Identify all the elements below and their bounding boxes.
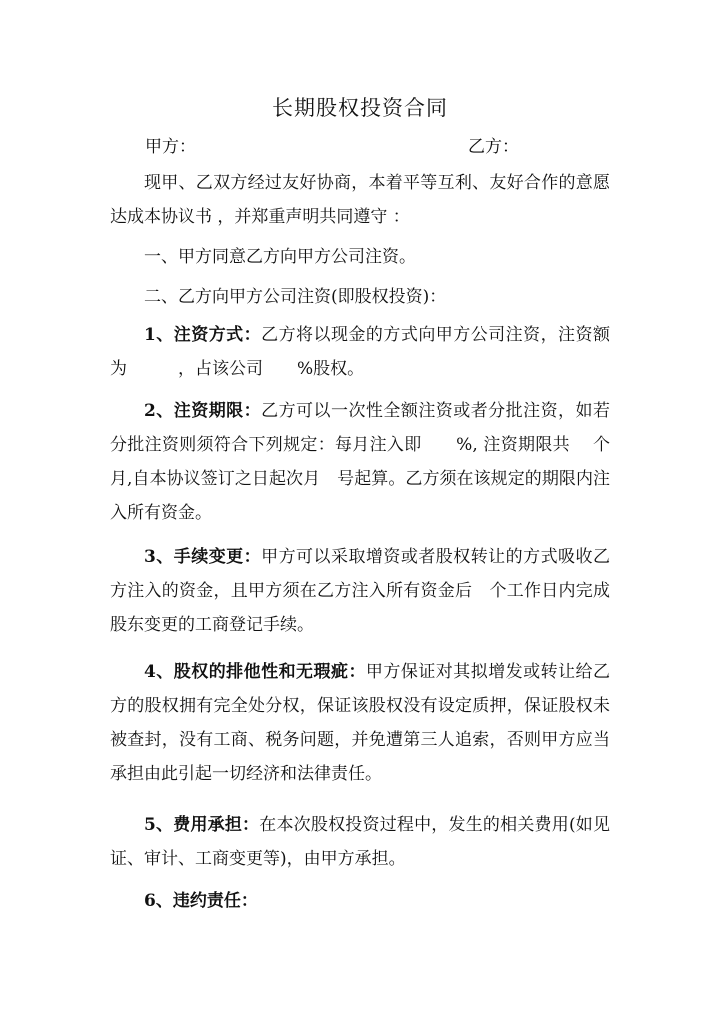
- item-text: 乙方可以一次性全额注资或者分批注资，如若分批注资则须符合下列规定：每月注入即 %, 注资期限共 个月,自本协议签订之日起次月 号起算。乙方须在该规定的期限内注入所有资金。: [110, 401, 610, 523]
- party-b-label: 乙方：: [468, 137, 519, 157]
- item-heading: 4、股权的排他性和无瑕疵：: [144, 662, 366, 682]
- item-heading: 2、注资期限：: [144, 401, 262, 421]
- item-text: 甲方保证对其拟增发或转让给乙方的股权拥有完全处分权，保证该股权没有设定质押，保证股权未被查封，没有工商、税务问题，并免遭第三人追索，否则甲方应当承担由此引起一切经济和法律责任。: [110, 662, 611, 784]
- item-cost-bearing: [110, 808, 610, 876]
- intro-paragraph: 现甲、乙双方经过友好协商，本着平等互利、友好合作的意愿达成本协议书 ，并郑重声明共同遵守 ：: [110, 173, 610, 227]
- clause-2: 二、乙方向甲方公司注资(即股权投资)：: [144, 287, 447, 307]
- item-heading: 6、违约责任：: [144, 891, 258, 911]
- party-a-label: 甲方：: [145, 137, 196, 157]
- clause-1: 一、甲方同意乙方向甲方公司注资。: [144, 247, 416, 267]
- item-equity-exclusivity: [110, 655, 610, 791]
- item-heading: 3、手续变更：: [144, 547, 262, 567]
- item-heading: 5、费用承担：: [144, 815, 260, 835]
- item-procedure-change: [110, 540, 610, 642]
- item-breach-liability: [110, 884, 610, 918]
- contract-title: 长期股权投资合同: [272, 96, 448, 120]
- item-injection-period: [110, 394, 610, 530]
- item-injection-method: [110, 318, 610, 386]
- item-heading: 1、注资方式：: [144, 325, 262, 345]
- item-text: 在本次股权投资过程中，发生的相关费用(如见证、审计、工商变更等)，由甲方承担。: [110, 815, 610, 869]
- parties-line: [0, 132, 720, 162]
- item-text: 甲方可以采取增资或者股权转让的方式吸收乙方注入的资金，且甲方须在乙方注入所有资金后 个工作日内完成股东变更的工商登记手续。: [110, 547, 610, 635]
- item-text: 乙方将以现金的方式向甲方公司注资，注资额为 ，占该公司 %股权。: [110, 325, 610, 379]
